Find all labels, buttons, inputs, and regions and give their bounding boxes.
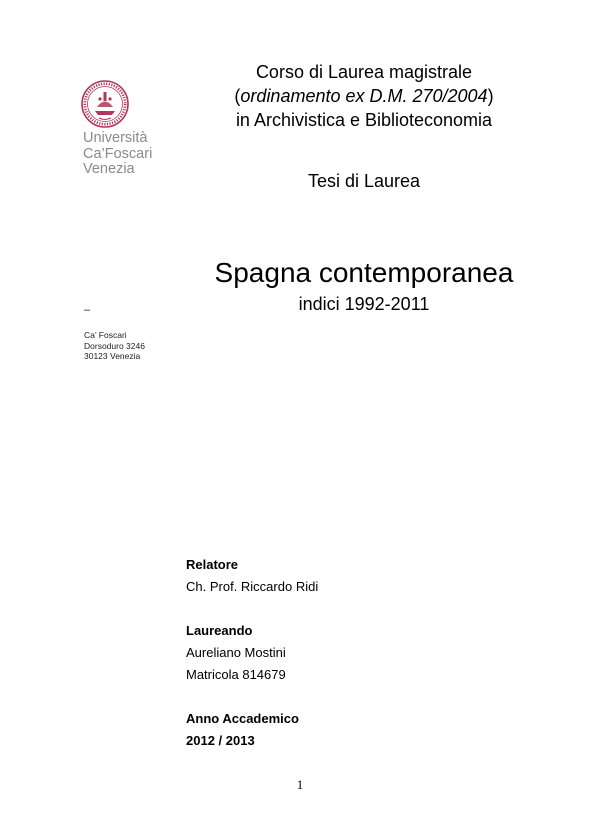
- anno-block: [186, 710, 299, 750]
- course-line-2-close: ): [487, 86, 494, 106]
- page-number: 1: [296, 777, 304, 792]
- university-seal-logo: [80, 78, 130, 130]
- course-heading: [185, 60, 543, 132]
- laureando-matricola: Matricola 814679: [186, 667, 286, 682]
- laureando-name: Aureliano Mostini: [186, 645, 286, 660]
- thesis-title: Spagna contemporanea: [214, 257, 514, 288]
- university-address: [84, 330, 145, 362]
- relatore-name: Ch. Prof. Riccardo Ridi: [186, 579, 319, 594]
- wordmark-line-3: Venezia: [83, 161, 135, 177]
- course-line-2: [185, 84, 543, 108]
- address-line-3: 30123 Venezia: [84, 351, 141, 361]
- thesis-subtitle: indici 1992-2011: [298, 294, 430, 314]
- anno-value: 2012 / 2013: [186, 733, 255, 748]
- course-line-1: Corso di Laurea magistrale: [255, 62, 473, 82]
- relatore-block: [186, 556, 318, 596]
- university-wordmark: [83, 131, 152, 178]
- separator-dash: –: [84, 304, 91, 316]
- laureando-label: Laureando: [186, 623, 253, 638]
- laureando-block: [186, 622, 286, 684]
- wordmark-line-1: Università: [83, 130, 148, 146]
- address-line-2: Dorsoduro 3246: [84, 340, 145, 351]
- course-line-2-open: (: [234, 86, 241, 106]
- address-line-1: Ca’ Foscari: [84, 330, 127, 340]
- anno-label: Anno Accademico: [186, 711, 299, 726]
- course-regulation: ordinamento ex D.M. 270/2004: [240, 86, 488, 106]
- relatore-label: Relatore: [186, 557, 239, 572]
- course-line-3: in Archivistica e Biblioteconomia: [235, 110, 493, 130]
- thesis-type: Tesi di Laurea: [307, 171, 421, 191]
- wordmark-line-2: Ca’Foscari: [83, 145, 153, 162]
